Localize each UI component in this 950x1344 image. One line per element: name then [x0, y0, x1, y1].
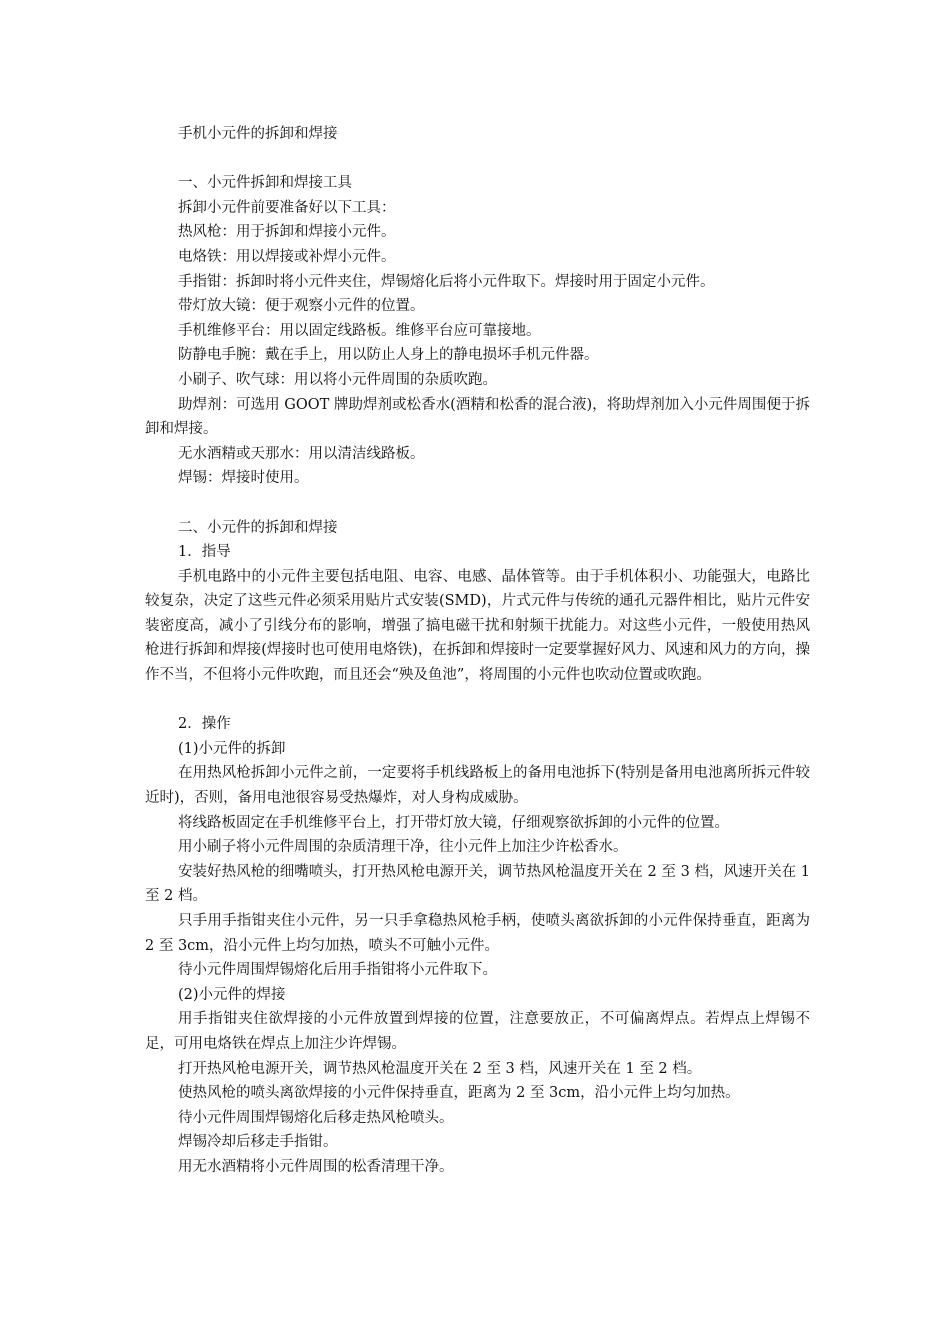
document-body — [145, 122, 810, 1180]
document-title: 手机小元件的拆卸和焊接 — [178, 126, 338, 142]
tool-item: 小刷子、吹气球：用以将小元件周围的杂质吹跑。 — [178, 371, 497, 388]
section-heading: 二、小元件的拆卸和焊接 — [178, 519, 338, 536]
step-paragraph: 用无水酒精将小元件周围的松香清理干净。 — [178, 1158, 454, 1175]
spacer — [145, 491, 810, 516]
step-paragraph: 安装好热风枪的细嘴喷头，打开热风枪电源开关，调节热风枪温度开关在 2 至 3 档，风速开关在 1 至 2 档。 — [145, 863, 810, 905]
step-paragraph: 焊锡冷却后移走手指钳。 — [178, 1134, 338, 1151]
step-paragraph: 用小刷子将小元件周围的杂质清理干净，往小元件上加注少许松香水。 — [178, 839, 628, 856]
step-paragraph: 用手指钳夹住欲焊接的小元件放置到焊接的位置，注意要放正，不可偏离焊点。若焊点上焊锡不足，可用电烙铁在焊点上加注少许焊锡。 — [145, 1011, 810, 1052]
tool-item: 带灯放大镜：便于观察小元件的位置。 — [178, 298, 425, 315]
tool-item: 手机维修平台：用以固定线路板。维修平台应可靠接地。 — [178, 322, 541, 339]
subsection-heading: 2．操作 — [178, 716, 231, 733]
spacer — [145, 688, 810, 713]
step-paragraph: 待小元件周围焊锡熔化后移走热风枪喷头。 — [178, 1109, 454, 1126]
step-paragraph: 在用热风枪拆卸小元件之前，一定要将手机线路板上的备用电池拆下(特别是备用电池离所拆元件较近时)，否则，备用电池很容易受热爆炸，对人身构成威胁。 — [145, 765, 810, 807]
tool-item: 无水酒精或天那水：用以清洁线路板。 — [178, 445, 425, 462]
spacer — [145, 147, 810, 172]
step-heading: (2)小元件的焊接 — [178, 986, 286, 1003]
step-heading: (1)小元件的拆卸 — [178, 740, 286, 757]
step-paragraph: 将线路板固定在手机维修平台上，打开带灯放大镜，仔细观察欲拆卸的小元件的位置。 — [178, 814, 729, 831]
paragraph: 手机电路中的小元件主要包括电阻、电容、电感、晶体管等。由于手机体积小、功能强大，电路比较复杂，决定了这些元件必须采用贴片式安装(SMD)，片式元件与传统的通孔元器件相比，贴片元件安装密度高，减小了引线分布的影响，增强了搞电磁干扰和射频干扰能力。对这些小元件，一般使用热风枪进行拆卸和焊接(焊接时也可使用电烙铁)，在拆卸和焊接时一定要掌握好风力、风速和风力的方向，操作不当，不但将小元件吹跑，而且还会“殃及鱼池”，将周围的小元件也吹动位置或吹跑。 — [145, 568, 810, 684]
tool-item: 防静电手腕：戴在手上，用以防止人身上的静电损坏手机元件器。 — [178, 347, 599, 364]
tool-item: 手指钳：拆卸时将小元件夹住，焊锡熔化后将小元件取下。焊接时用于固定小元件。 — [178, 273, 715, 290]
tool-item: 热风枪：用于拆卸和焊接小元件。 — [178, 224, 396, 241]
subsection-heading: 1．指导 — [178, 544, 231, 561]
tool-item: 电烙铁：用以焊接或补焊小元件。 — [178, 248, 396, 265]
tool-item: 焊锡：焊接时使用。 — [178, 470, 309, 487]
tool-item: 助焊剂：可选用 GOOT 牌助焊剂或松香水(酒精和松香的混合液)，将助焊剂加入小元件周围便于拆卸和焊接。 — [145, 396, 810, 438]
step-paragraph: 使热风枪的喷头离欲焊接的小元件保持垂直，距离为 2 至 3cm，沿小元件上均匀加热。 — [178, 1085, 740, 1102]
section-heading: 一、小元件拆卸和焊接工具 — [178, 175, 352, 192]
step-paragraph: 打开热风枪电源开关，调节热风枪温度开关在 2 至 3 档，风速开关在 1 至 2 档。 — [178, 1060, 702, 1077]
step-paragraph: 只手用手指钳夹住小元件，另一只手拿稳热风枪手柄，使喷头离欲拆卸的小元件保持垂直，距离为 2 至 3cm，沿小元件上均匀加热，喷头不可触小元件。 — [145, 913, 810, 954]
paragraph: 拆卸小元件前要准备好以下工具： — [178, 199, 396, 216]
step-paragraph: 待小元件周围焊锡熔化后用手指钳将小元件取下。 — [178, 962, 497, 979]
